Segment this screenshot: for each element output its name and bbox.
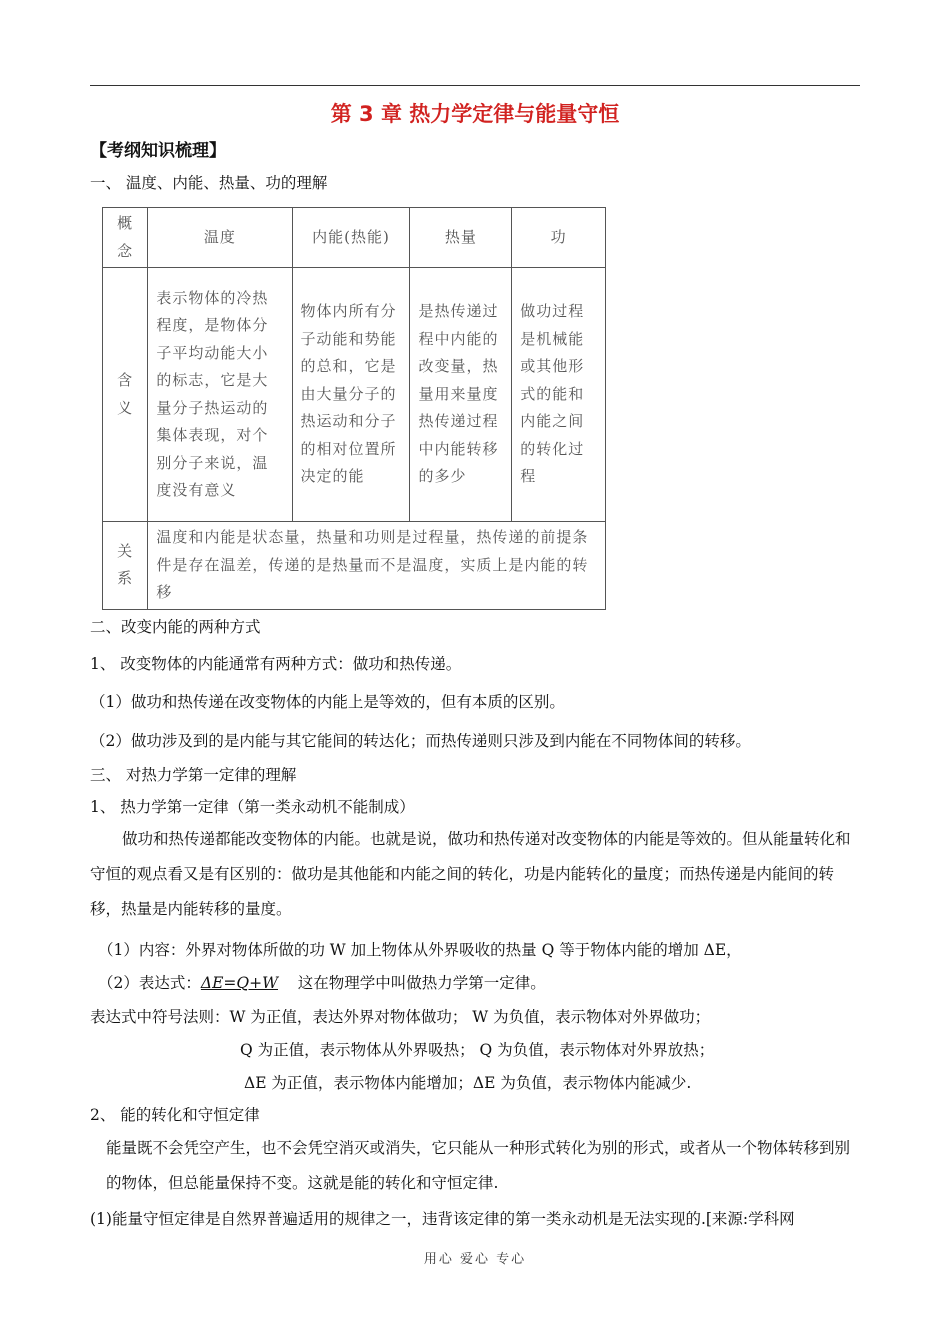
part3-heading: 三、 对热力学第一定律的理解 xyxy=(90,766,297,784)
table-header-cell: 功 xyxy=(512,208,606,268)
section-heading: 【考纲知识梳理】 xyxy=(90,141,226,161)
table-cell: 温度和内能是状态量，热量和功则是过程量，热传递的前提条件是存在温差，传递的是热量而不是温度，实质上是内能的转移 xyxy=(148,522,606,610)
table-cell: 表示物体的冷热程度，是物体分子平均动能大小的标志，它是大量分子热运动的集体表现，对个别分子来说，温度没有意义 xyxy=(148,268,292,522)
part2-heading: 二、改变内能的两种方式 xyxy=(90,618,261,636)
header-rule xyxy=(90,85,860,86)
list-item: 表达式中符号法则：W 为正值，表达外界对物体做功； W 为负值，表示物体对外界做功； xyxy=(90,1008,711,1026)
row-label-relation: 关系 xyxy=(103,522,148,610)
expression-line xyxy=(98,972,546,994)
table-row xyxy=(103,268,606,522)
expression-label: （2）表达式： xyxy=(98,974,201,992)
list-item: （1）内容：外界对物体所做的功 W 加上物体从外界吸收的热量 Q 等于物体内能的增加 ΔE， xyxy=(98,941,742,959)
list-item: 1、 改变物体的内能通常有两种方式：做功和热传递。 xyxy=(90,655,462,673)
table-header-cell: 热量 xyxy=(410,208,512,268)
paragraph: 做功和热传递都能改变物体的内能。也就是说，做功和热传递对改变物体的内能是等效的。但从能量转化和守恒的观点看又是有区别的：做功是其他能和内能之间的转化，功是内能转化的量度；而热传递是内能间的转移，热量是内能转移的量度。 xyxy=(90,830,851,918)
list-item: Q 为正值，表示物体从外界吸热； Q 为负值，表示物体对外界放热； xyxy=(240,1041,715,1059)
table-row xyxy=(103,522,606,610)
list-item: ΔE 为正值，表示物体内能增加；ΔE 为负值，表示物体内能减少. xyxy=(244,1074,692,1092)
list-item: （2）做功涉及到的是内能与其它能间的转达化；而热传递则只涉及到内能在不同物体间的转移。 xyxy=(90,732,751,750)
table-cell: 做功过程是机械能或其他形式的能和内能之间的转化过程 xyxy=(512,268,606,522)
list-item: 2、 能的转化和守恒定律 xyxy=(90,1106,260,1124)
page-footer: 用心 爱心 专心 xyxy=(423,1252,527,1267)
table-header-row xyxy=(103,208,606,268)
expression-note: 这在物理学中叫做热力学第一定律。 xyxy=(297,974,546,992)
list-item: 1、 热力学第一定律（第一类永动机不能制成） xyxy=(90,798,415,816)
formula: ΔE=Q+W xyxy=(200,974,278,992)
list-item: （1）做功和热传递在改变物体的内能上是等效的，但有本质的区别。 xyxy=(90,693,565,711)
table-header-cell: 温度 xyxy=(148,208,292,268)
table-cell: 物体内所有分子动能和势能的总和，它是由大量分子的热运动和分子的相对位置所决定的能 xyxy=(292,268,410,522)
list-item: (1)能量守恒定律是自然界普遍适用的规律之一，违背该定律的第一类永动机是无法实现的.[来源:学科网 xyxy=(90,1210,795,1228)
concept-table xyxy=(102,207,606,610)
table-header-cell: 内能(热能) xyxy=(292,208,410,268)
paragraph: 能量既不会凭空产生，也不会凭空消灭或消失，它只能从一种形式转化为别的形式，或者从一个物体转移到别的物体，但总能量保持不变。这就是能的转化和守恒定律. xyxy=(106,1139,851,1192)
row-label-meaning: 含义 xyxy=(103,268,148,522)
table-header-cell: 概念 xyxy=(103,208,148,268)
table-cell: 是热传递过程中内能的改变量，热量用来量度热传递过程中内能转移的多少 xyxy=(410,268,512,522)
chapter-title: 第 3 章 热力学定律与能量守恒 xyxy=(330,102,620,126)
part1-heading: 一、 温度、内能、热量、功的理解 xyxy=(90,174,328,192)
